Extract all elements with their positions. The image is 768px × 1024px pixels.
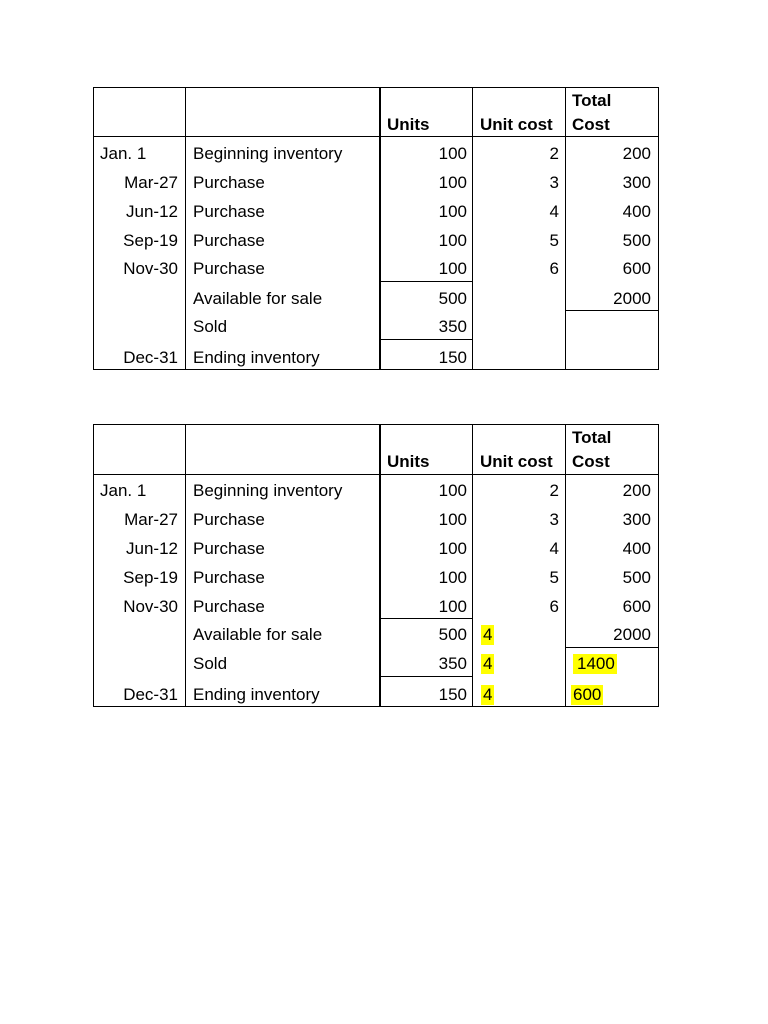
header-unit-cost: Unit cost: [480, 452, 553, 471]
units-cell: 100: [438, 259, 467, 278]
unit-cost-cell: 3: [549, 510, 559, 529]
unit-cost-cell: 2: [549, 144, 559, 163]
total-cost-cell: 400: [622, 202, 651, 221]
units-cell: 100: [438, 144, 467, 163]
inventory-table-1: [93, 87, 659, 370]
header-total: Total: [572, 91, 612, 110]
total-cost-cell: 2000: [613, 625, 651, 644]
units-cell: 350: [438, 654, 467, 673]
description-cell: Sold: [193, 654, 228, 673]
date-cell: Sep-19: [123, 568, 178, 587]
description-cell: Purchase: [193, 231, 265, 250]
header-cost: Cost: [572, 452, 610, 471]
units-cell: 150: [438, 685, 467, 704]
unit-cost-cell: 6: [549, 597, 559, 616]
unit-cost-cell: 5: [549, 231, 559, 250]
total-cost-cell: 600: [622, 597, 651, 616]
total-cost-cell: 500: [622, 231, 651, 250]
highlighted-total-cost: 600: [573, 685, 602, 704]
unit-cost-cell: 5: [549, 568, 559, 587]
date-cell: Dec-31: [123, 685, 178, 704]
unit-cost-cell: 2: [549, 481, 559, 500]
units-cell: 100: [438, 481, 467, 500]
description-cell: Beginning inventory: [193, 144, 343, 163]
units-cell: 500: [438, 289, 467, 308]
header-units: Units: [387, 115, 430, 134]
date-cell: Sep-19: [123, 231, 178, 250]
total-cost-cell: 400: [622, 539, 651, 558]
date-cell: Jun-12: [126, 539, 178, 558]
date-cell: Jan. 1: [100, 144, 147, 163]
units-cell: 150: [438, 348, 467, 367]
total-cost-cell: 300: [622, 510, 651, 529]
unit-cost-cell: 6: [549, 259, 559, 278]
unit-cost-cell: 3: [549, 173, 559, 192]
description-cell: Purchase: [193, 539, 265, 558]
description-cell: Ending inventory: [193, 348, 320, 367]
header-total: Total: [572, 428, 612, 447]
date-cell: Mar-27: [124, 173, 178, 192]
total-cost-cell: 2000: [613, 289, 651, 308]
highlighted-unit-cost: 4: [483, 625, 493, 644]
total-cost-cell: 200: [622, 481, 651, 500]
total-cost-cell: 600: [622, 259, 651, 278]
units-cell: 100: [438, 597, 467, 616]
date-cell: Jan. 1: [100, 481, 147, 500]
header-cost: Cost: [572, 115, 610, 134]
description-cell: Purchase: [193, 510, 265, 529]
total-cost-cell: 500: [622, 568, 651, 587]
description-cell: Purchase: [193, 259, 265, 278]
highlighted-unit-cost: 4: [483, 654, 493, 673]
header-units: Units: [387, 452, 430, 471]
units-cell: 500: [438, 625, 467, 644]
units-cell: 100: [438, 202, 467, 221]
date-cell: Mar-27: [124, 510, 178, 529]
inventory-table-2: [93, 424, 659, 707]
description-cell: Ending inventory: [193, 685, 320, 704]
date-cell: Dec-31: [123, 348, 178, 367]
units-cell: 100: [438, 173, 467, 192]
total-cost-cell: 200: [622, 144, 651, 163]
units-cell: 100: [438, 510, 467, 529]
units-cell: 100: [438, 539, 467, 558]
highlighted-total-cost: 1400: [573, 654, 617, 674]
description-cell: Purchase: [193, 173, 265, 192]
description-cell: Purchase: [193, 597, 265, 616]
description-cell: Beginning inventory: [193, 481, 343, 500]
unit-cost-cell: 4: [549, 539, 559, 558]
units-cell: 100: [438, 568, 467, 587]
description-cell: Purchase: [193, 202, 265, 221]
description-cell: Sold: [193, 317, 228, 336]
date-cell: Jun-12: [126, 202, 178, 221]
highlighted-unit-cost: 4: [483, 685, 493, 704]
total-cost-cell: 300: [622, 173, 651, 192]
description-cell: Available for sale: [193, 625, 323, 644]
units-cell: 350: [438, 317, 467, 336]
header-unit-cost: Unit cost: [480, 115, 553, 134]
date-cell: Nov-30: [123, 259, 178, 278]
units-cell: 100: [438, 231, 467, 250]
description-cell: Purchase: [193, 568, 265, 587]
date-cell: Nov-30: [123, 597, 178, 616]
description-cell: Available for sale: [193, 289, 323, 308]
unit-cost-cell: 4: [549, 202, 559, 221]
